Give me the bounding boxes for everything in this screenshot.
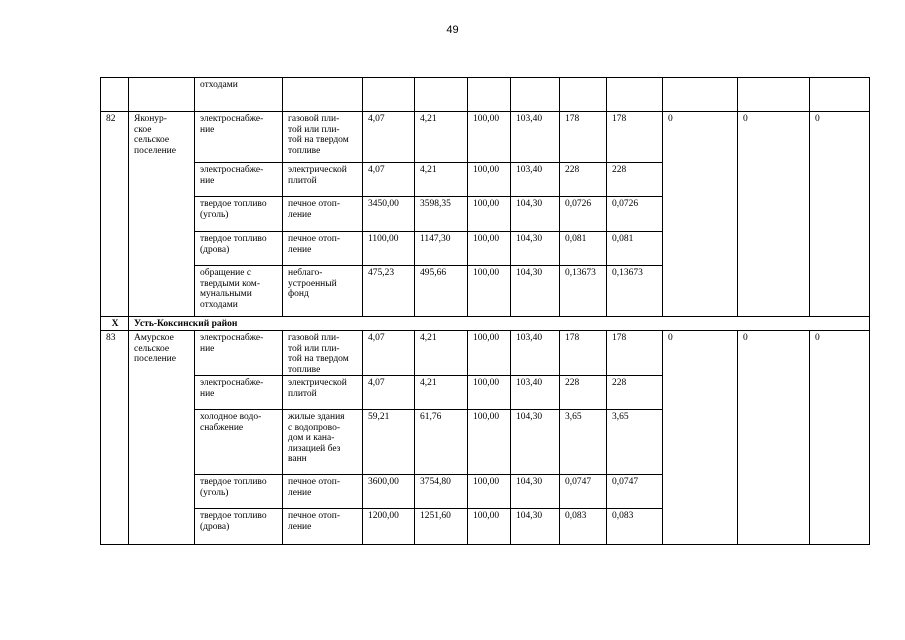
settlement-name: Амурское сельское поселение — [129, 331, 195, 545]
index-value-2: 104,30 — [511, 475, 560, 509]
value-cell — [607, 78, 663, 112]
extra-value-3: 0 — [810, 112, 870, 317]
tariff-value-2: 3754,80 — [415, 475, 468, 509]
value-cell — [511, 78, 560, 112]
index-value-2: 103,40 — [511, 163, 560, 197]
value-cell — [738, 78, 810, 112]
index-value-1: 100,00 — [468, 475, 511, 509]
value-cell — [810, 78, 870, 112]
consumer-category: газовой пли- той или пли- той на твердом топливе — [283, 112, 363, 163]
index-value-1: 100,00 — [468, 509, 511, 545]
index-value-1: 100,00 — [468, 163, 511, 197]
index-value-2: 104,30 — [511, 232, 560, 266]
tariff-value-1: 3450,00 — [363, 197, 415, 232]
consumer-category: газовой пли- той или пли- той на твердом топливе — [283, 331, 363, 376]
index-value-2: 103,40 — [511, 376, 560, 410]
norm-value-2: 0,0726 — [607, 197, 663, 232]
extra-value-2: 0 — [738, 112, 810, 317]
index-value-2: 103,40 — [511, 112, 560, 163]
tariff-value-1: 1100,00 — [363, 232, 415, 266]
norm-value-2: 228 — [607, 163, 663, 197]
service-name: электроснабже- ние — [195, 112, 283, 163]
extra-value-2: 0 — [738, 331, 810, 545]
index-value-1: 100,00 — [468, 410, 511, 475]
value-cell — [363, 78, 415, 112]
tariff-value-2: 4,21 — [415, 112, 468, 163]
num-cell — [101, 78, 129, 112]
tariff-value-2: 4,21 — [415, 331, 468, 376]
tariff-table — [100, 77, 870, 545]
norm-value-1: 178 — [560, 331, 607, 376]
norm-value-1: 0,081 — [560, 232, 607, 266]
consumer-category: печное отоп- ление — [283, 475, 363, 509]
tariff-value-1: 1200,00 — [363, 509, 415, 545]
service-name: электроснабже- ние — [195, 331, 283, 376]
consumer-category: печное отоп- ление — [283, 232, 363, 266]
norm-value-1: 0,0747 — [560, 475, 607, 509]
section-number: X — [101, 317, 129, 331]
tariff-value-2: 61,76 — [415, 410, 468, 475]
tariff-value-2: 4,21 — [415, 163, 468, 197]
tariff-value-1: 4,07 — [363, 376, 415, 410]
section-header-row — [101, 317, 870, 331]
index-value-2: 103,40 — [511, 331, 560, 376]
norm-value-1: 0,0726 — [560, 197, 607, 232]
tariff-value-2: 1251,60 — [415, 509, 468, 545]
value-cell — [663, 78, 738, 112]
index-value-2: 104,30 — [511, 509, 560, 545]
norm-value-1: 228 — [560, 163, 607, 197]
norm-value-1: 178 — [560, 112, 607, 163]
tariff-value-1: 4,07 — [363, 163, 415, 197]
extra-value-3: 0 — [810, 331, 870, 545]
index-value-1: 100,00 — [468, 331, 511, 376]
tariff-value-1: 3600,00 — [363, 475, 415, 509]
consumer-category: неблаго- устроенный фонд — [283, 266, 363, 317]
service-name: твердое топливо (дрова) — [195, 232, 283, 266]
tariff-value-2: 1147,30 — [415, 232, 468, 266]
service-name: обращение с твердыми ком- мунальными отходами — [195, 266, 283, 317]
row-number: 82 — [101, 112, 129, 317]
tariff-value-2: 3598,35 — [415, 197, 468, 232]
value-cell — [468, 78, 511, 112]
norm-value-2: 178 — [607, 331, 663, 376]
consumer-category: печное отоп- ление — [283, 197, 363, 232]
row-number: 83 — [101, 331, 129, 545]
norm-value-1: 0,083 — [560, 509, 607, 545]
service-name: твердое топливо (дрова) — [195, 509, 283, 545]
service-cell: отходами — [195, 78, 283, 112]
service-name: холодное водо- снабжение — [195, 410, 283, 475]
table-row — [101, 78, 870, 112]
tariff-value-1: 4,07 — [363, 112, 415, 163]
norm-value-2: 0,083 — [607, 509, 663, 545]
tariff-value-1: 475,23 — [363, 266, 415, 317]
tariff-value-1: 4,07 — [363, 331, 415, 376]
norm-value-2: 0,0747 — [607, 475, 663, 509]
tariff-value-2: 495,66 — [415, 266, 468, 317]
table-row — [101, 112, 870, 163]
index-value-2: 104,30 — [511, 266, 560, 317]
extra-value-1: 0 — [663, 331, 738, 545]
page-number: 49 — [446, 24, 459, 36]
consumer-category: печное отоп- ление — [283, 509, 363, 545]
norm-value-1: 228 — [560, 376, 607, 410]
value-cell — [560, 78, 607, 112]
index-value-2: 104,30 — [511, 410, 560, 475]
tariff-value-1: 59,21 — [363, 410, 415, 475]
norm-value-1: 0,13673 — [560, 266, 607, 317]
extra-value-1: 0 — [663, 112, 738, 317]
norm-value-1: 3,65 — [560, 410, 607, 475]
table-row — [101, 331, 870, 376]
service-name: твердое топливо (уголь) — [195, 475, 283, 509]
section-title: Усть-Коксинский район — [129, 317, 870, 331]
norm-value-2: 0,081 — [607, 232, 663, 266]
value-cell — [283, 78, 363, 112]
index-value-1: 100,00 — [468, 376, 511, 410]
service-name: твердое топливо (уголь) — [195, 197, 283, 232]
index-value-2: 104,30 — [511, 197, 560, 232]
settlement-cell — [129, 78, 195, 112]
index-value-1: 100,00 — [468, 232, 511, 266]
settlement-name: Яконур- ское сельское поселение — [129, 112, 195, 317]
norm-value-2: 178 — [607, 112, 663, 163]
index-value-1: 100,00 — [468, 266, 511, 317]
service-name: электроснабже- ние — [195, 376, 283, 410]
value-cell — [415, 78, 468, 112]
consumer-category: жилые здания с водопрово- дом и кана- лизацией без ванн — [283, 410, 363, 475]
index-value-1: 100,00 — [468, 197, 511, 232]
consumer-category: электрической плитой — [283, 376, 363, 410]
norm-value-2: 228 — [607, 376, 663, 410]
norm-value-2: 0,13673 — [607, 266, 663, 317]
service-name: электроснабже- ние — [195, 163, 283, 197]
consumer-category: электрической плитой — [283, 163, 363, 197]
index-value-1: 100,00 — [468, 112, 511, 163]
norm-value-2: 3,65 — [607, 410, 663, 475]
tariff-value-2: 4,21 — [415, 376, 468, 410]
